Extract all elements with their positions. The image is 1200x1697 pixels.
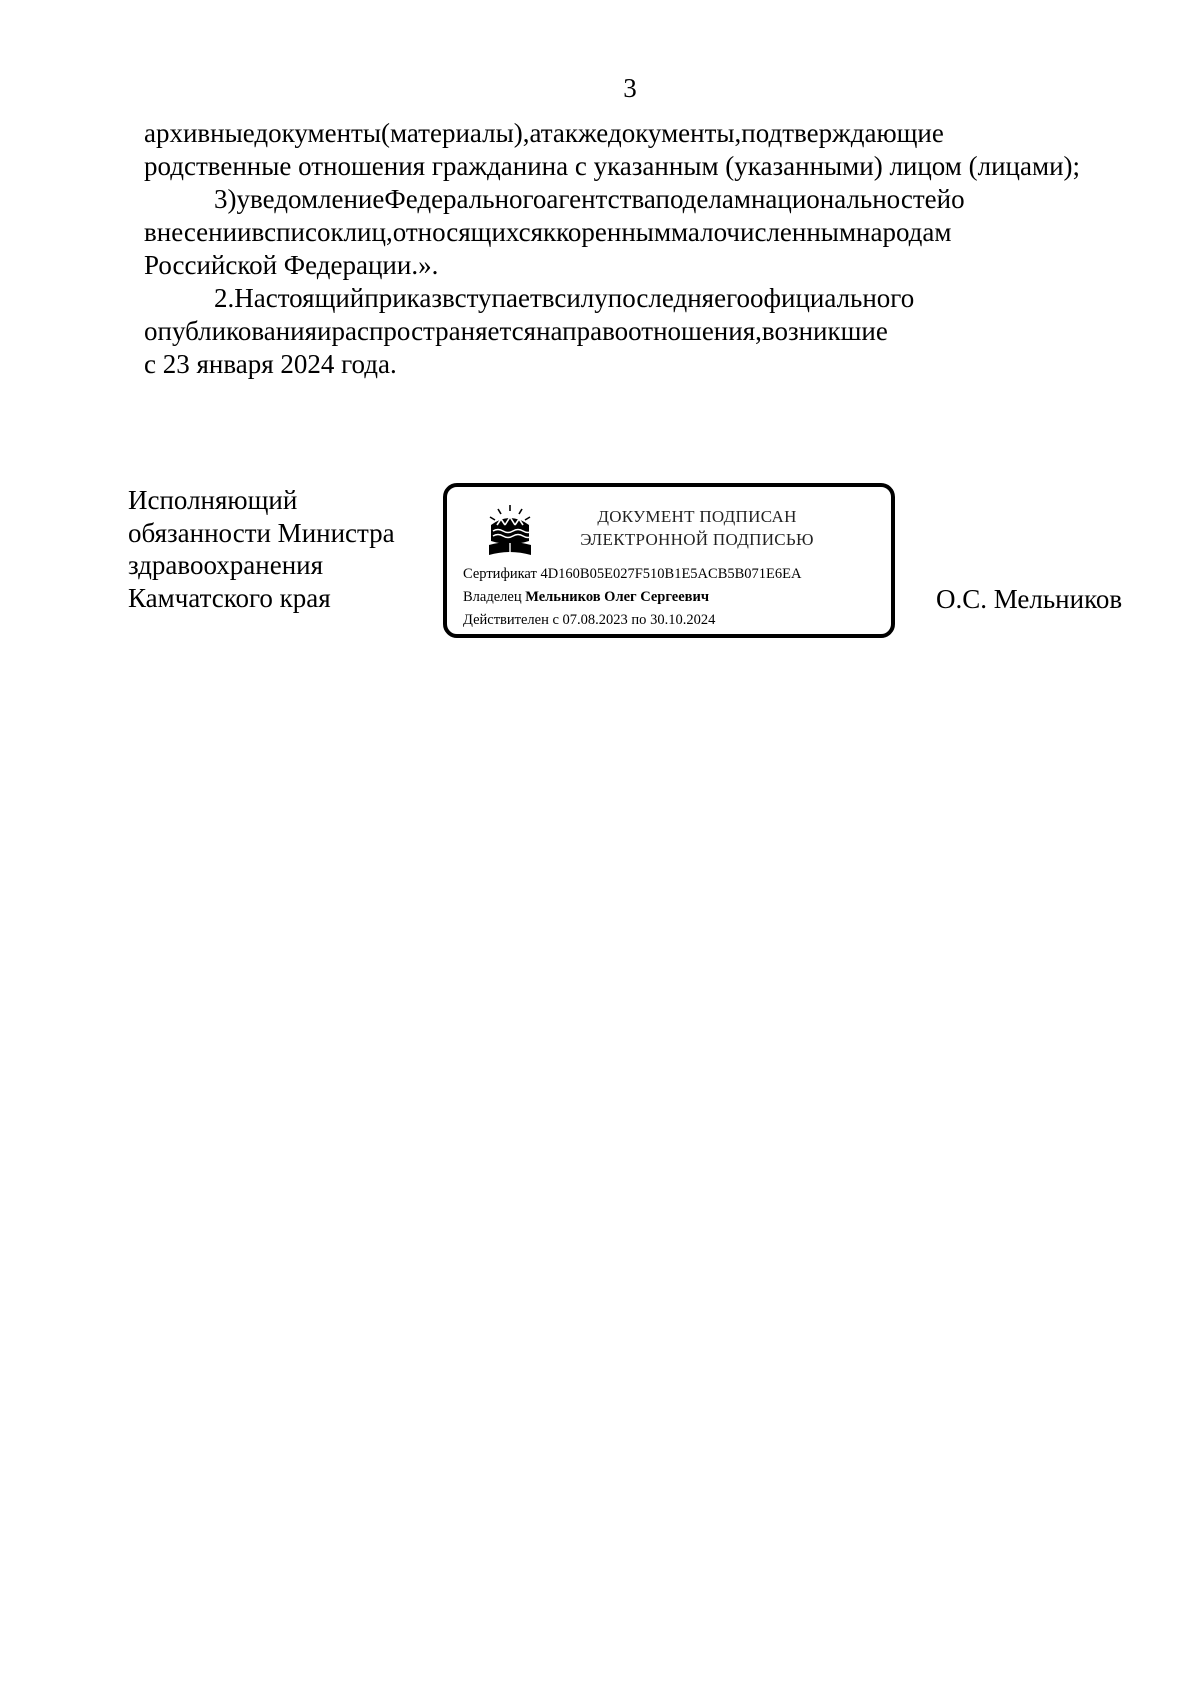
text-line: родственные отношения гражданина с указанным (указанными) лицом (лицами); bbox=[144, 151, 1081, 181]
word: дня bbox=[673, 283, 715, 313]
signer-position bbox=[128, 484, 418, 614]
word: подтверждающие bbox=[741, 118, 944, 148]
word: а bbox=[529, 118, 541, 148]
stamp-heading bbox=[547, 505, 847, 551]
signer-position-line: Камчатского края bbox=[128, 582, 331, 613]
word: 2. bbox=[214, 283, 235, 313]
word: в bbox=[251, 217, 265, 247]
paragraph-effective-date bbox=[144, 282, 1120, 381]
word: малочисленным bbox=[671, 217, 857, 247]
word: уведомление bbox=[236, 184, 385, 214]
signer-name: О.С. Мельников bbox=[936, 584, 1123, 614]
word: правоотношения, bbox=[562, 316, 762, 346]
word: документы, bbox=[607, 118, 742, 148]
paragraph-notification bbox=[144, 183, 1120, 282]
signer-position-line: обязанности Министра bbox=[128, 517, 395, 548]
word: распространяется bbox=[331, 316, 537, 346]
valid-label: Действителен с bbox=[463, 612, 559, 628]
word: также bbox=[540, 118, 608, 148]
word: относящихся bbox=[392, 217, 544, 247]
owner-value: Мельников Олег Сергеевич bbox=[525, 589, 710, 605]
word: лиц, bbox=[343, 217, 393, 247]
word: в bbox=[541, 283, 555, 313]
word: его bbox=[714, 283, 750, 313]
word: официального bbox=[750, 283, 915, 313]
stamp-owner bbox=[463, 588, 709, 606]
certificate-value: 4D160B05E027F510B1E5ACB5B071E6EA bbox=[540, 566, 802, 582]
word: о bbox=[951, 184, 965, 214]
word: (материалы), bbox=[380, 118, 530, 148]
word: Федерального bbox=[384, 184, 547, 214]
certificate-label: Сертификат bbox=[463, 566, 537, 582]
page-number: 3 bbox=[623, 73, 637, 103]
document-body bbox=[144, 117, 1120, 381]
stamp-certificate bbox=[463, 565, 801, 583]
valid-to-label: по bbox=[631, 612, 647, 628]
word: коренным bbox=[556, 217, 672, 247]
signer-position-line: Исполняющий bbox=[128, 485, 298, 515]
word: народам bbox=[856, 217, 952, 247]
text-line bbox=[144, 216, 1120, 249]
word: силу bbox=[554, 283, 608, 313]
stamp-heading-line: ДОКУМЕНТ ПОДПИСАН bbox=[597, 507, 797, 526]
word: делам bbox=[682, 184, 751, 214]
valid-to: 30.10.2024 bbox=[650, 612, 716, 628]
owner-label: Владелец bbox=[463, 589, 522, 605]
word: после bbox=[607, 283, 674, 313]
text-line: с 23 января 2024 года. bbox=[144, 349, 397, 379]
word: национальностей bbox=[750, 184, 952, 214]
word: архивные bbox=[144, 118, 255, 148]
stamp-validity bbox=[463, 611, 715, 629]
word: возникшие bbox=[761, 316, 888, 346]
text-line bbox=[144, 183, 1120, 216]
word: на bbox=[536, 316, 563, 346]
stamp-heading-line: ЭЛЕКТРОННОЙ ПОДПИСЬЮ bbox=[580, 530, 814, 549]
word: Настоящий bbox=[234, 283, 365, 313]
word: документы bbox=[254, 118, 381, 148]
text-line bbox=[144, 282, 1120, 315]
word: вступает bbox=[442, 283, 542, 313]
word: приказ bbox=[364, 283, 443, 313]
word: агентства bbox=[546, 184, 656, 214]
electronic-signature-stamp bbox=[443, 483, 895, 638]
text-line: Российской Федерации.». bbox=[144, 250, 439, 280]
word: 3) bbox=[214, 184, 237, 214]
word: к bbox=[543, 217, 557, 247]
paragraph-archival-documents bbox=[144, 117, 1120, 183]
text-line bbox=[144, 315, 1120, 348]
valid-from: 07.08.2023 bbox=[562, 612, 628, 628]
kamchatka-coat-of-arms-icon bbox=[483, 503, 537, 559]
signer-position-line: здравоохранения bbox=[128, 550, 324, 580]
word: список bbox=[264, 217, 344, 247]
word: по bbox=[655, 184, 683, 214]
text-line bbox=[144, 117, 1120, 150]
word: опубликования bbox=[144, 316, 318, 346]
word: и bbox=[317, 316, 332, 346]
word: внесении bbox=[144, 217, 252, 247]
